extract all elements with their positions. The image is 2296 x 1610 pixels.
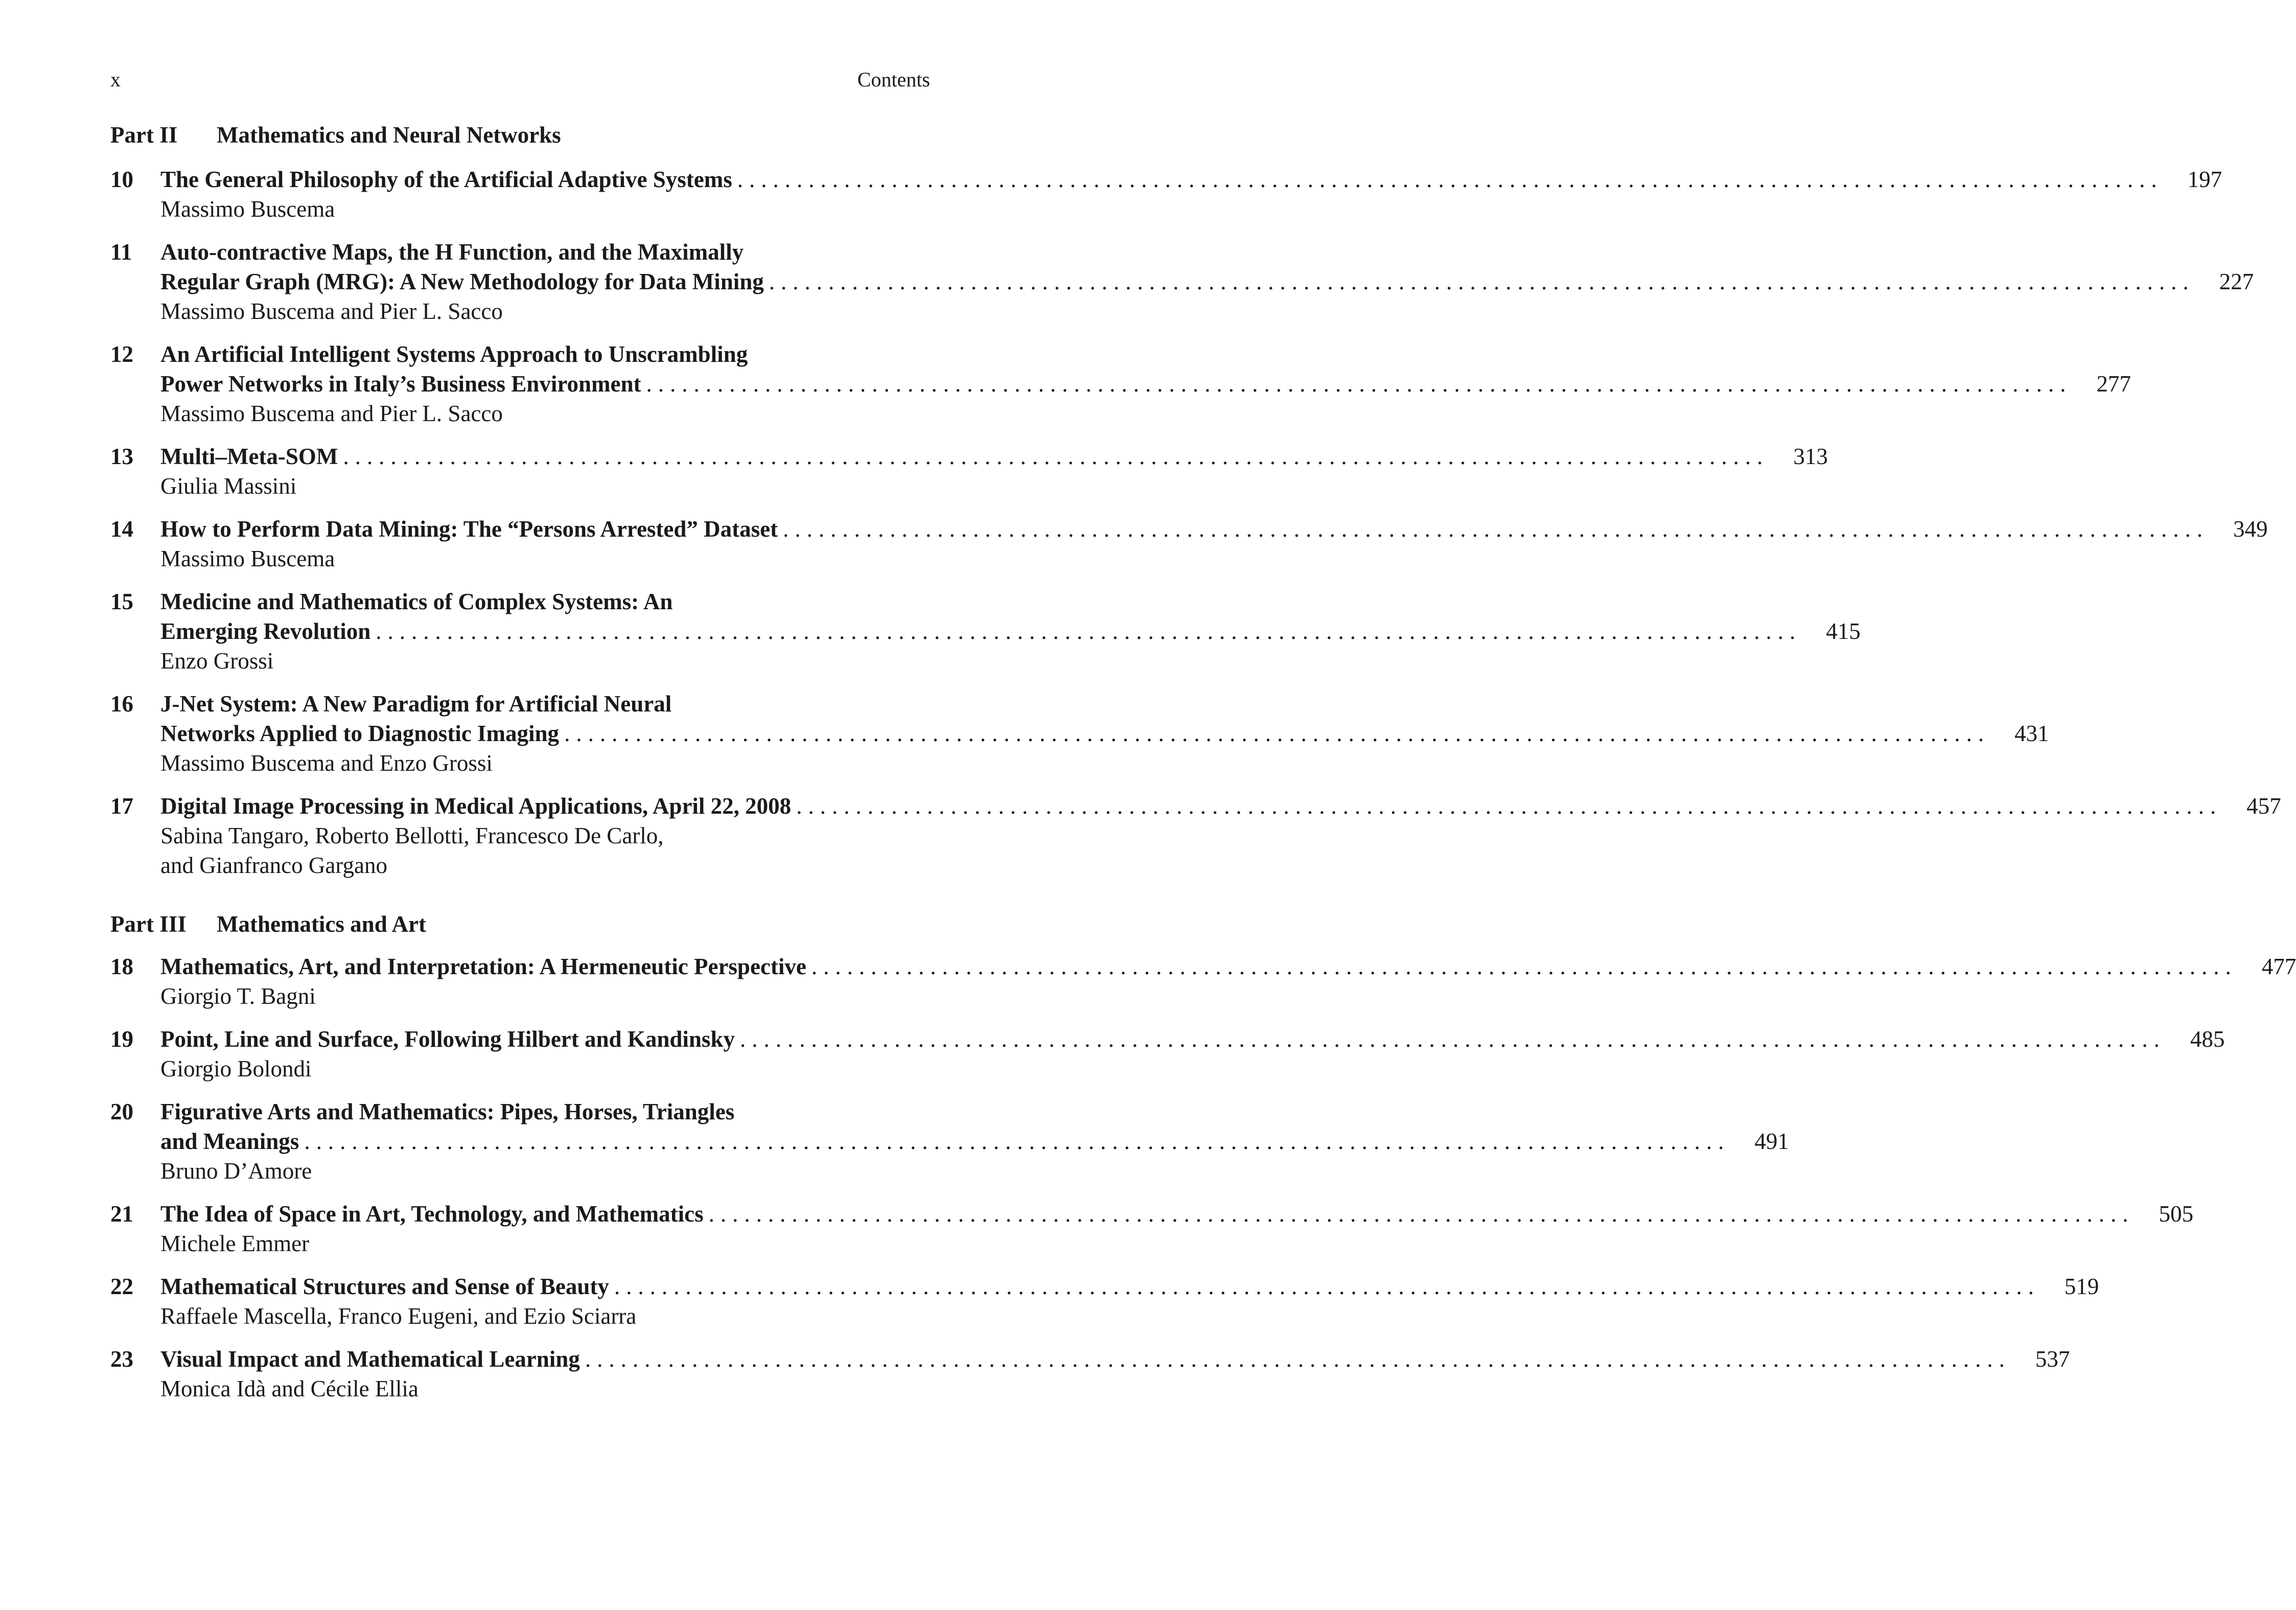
chapter-number: 20 — [110, 1099, 133, 1124]
part-title: Mathematics and Neural Networks — [217, 122, 561, 148]
dot-leader: ........................................................................................................................ — [811, 954, 2237, 979]
dot-leader: ........................................................................................................................ — [739, 1026, 2166, 1052]
chapter-page: 197 — [2187, 167, 2222, 192]
chapter-page: 519 — [2064, 1274, 2099, 1299]
page-number: x — [110, 68, 121, 91]
chapter-authors: and Gianfranco Gargano — [160, 853, 387, 878]
dot-leader: ........................................................................................................................ — [376, 618, 1802, 644]
chapter-authors: Massimo Buscema — [160, 546, 335, 571]
chapter-authors: Massimo Buscema and Pier L. Sacco — [160, 401, 503, 426]
chapter-title: Medicine and Mathematics of Complex Systems: An — [160, 589, 673, 614]
part-label: Part III — [110, 911, 187, 937]
chapter-page: 277 — [2096, 371, 2131, 397]
chapter-number: 10 — [110, 167, 133, 192]
toc-entry[interactable] — [110, 689, 2049, 778]
chapter-authors: Giorgio Bolondi — [160, 1056, 312, 1082]
part-label: Part II — [110, 122, 178, 148]
dot-leader: ........................................................................................................................ — [796, 793, 2222, 819]
chapter-page: 313 — [1793, 444, 1828, 469]
chapter-page: 477 — [2261, 954, 2296, 979]
chapter-page: 491 — [1754, 1129, 1789, 1154]
chapter-number: 21 — [110, 1201, 133, 1227]
toc-entry[interactable] — [110, 1199, 2194, 1258]
toc-entry[interactable] — [110, 1272, 2099, 1331]
toc-entry[interactable] — [110, 1097, 1789, 1186]
dot-leader: ........................................................................................................................ — [737, 167, 2163, 192]
chapter-title: Auto-contractive Maps, the H Function, and the Maximally — [160, 239, 744, 265]
chapter-authors: Michele Emmer — [160, 1231, 310, 1256]
chapter-number: 17 — [110, 793, 133, 819]
part-title: Mathematics and Art — [217, 911, 426, 937]
toc-entry[interactable] — [110, 237, 2254, 326]
dot-leader: ........................................................................................................................ — [708, 1201, 2135, 1227]
chapter-page: 537 — [2035, 1346, 2070, 1372]
chapter-authors: Massimo Buscema and Enzo Grossi — [160, 750, 493, 776]
running-head — [110, 65, 930, 94]
chapter-page: 415 — [1826, 618, 1861, 644]
toc-entry[interactable] — [110, 587, 1861, 676]
chapter-title: J-Net System: A New Paradigm for Artificial Neural — [160, 691, 672, 717]
dot-leader: ........................................................................................................................ — [646, 371, 2072, 397]
chapter-title: Power Networks in Italy’s Business Environment — [160, 371, 641, 397]
chapter-title: Digital Image Processing in Medical Applications, April 22, 2008 — [160, 793, 792, 819]
section-title: Contents — [857, 68, 930, 91]
chapter-number: 18 — [110, 954, 133, 979]
toc-entry[interactable] — [110, 514, 2268, 573]
dot-leader: ........................................................................................................................ — [614, 1274, 2040, 1299]
chapter-number: 23 — [110, 1346, 133, 1372]
chapter-title: How to Perform Data Mining: The “Persons Arrested” Dataset — [160, 516, 778, 542]
chapter-page: 349 — [2233, 516, 2268, 542]
chapter-title: Figurative Arts and Mathematics: Pipes, Horses, Triangles — [160, 1099, 735, 1124]
chapter-page: 457 — [2246, 793, 2281, 819]
chapter-page: 505 — [2159, 1201, 2194, 1227]
chapter-page: 485 — [2190, 1026, 2225, 1052]
chapter-title: The General Philosophy of the Artificial Adaptive Systems — [160, 167, 732, 192]
toc-entry[interactable] — [110, 952, 2296, 1011]
chapter-number: 13 — [110, 444, 133, 469]
dot-leader: ........................................................................................................................ — [304, 1129, 1730, 1154]
toc-entry[interactable] — [110, 1024, 2225, 1084]
dot-leader: ........................................................................................................................ — [564, 721, 1990, 746]
chapter-title: Multi–Meta-SOM — [160, 444, 338, 469]
chapter-number: 16 — [110, 691, 133, 717]
toc-entry[interactable] — [110, 339, 2131, 428]
dot-leader: ........................................................................................................................ — [343, 444, 1769, 469]
chapter-title: Visual Impact and Mathematical Learning — [160, 1346, 580, 1372]
toc-entry[interactable] — [110, 1344, 2070, 1404]
chapter-authors: Massimo Buscema — [160, 196, 335, 222]
chapter-authors: Raffaele Mascella, Franco Eugeni, and Ezio Sciarra — [160, 1303, 637, 1329]
dot-leader: ........................................................................................................................ — [783, 516, 2209, 542]
chapter-number: 12 — [110, 341, 133, 367]
chapter-title: Networks Applied to Diagnostic Imaging — [160, 721, 560, 746]
chapter-title: Mathematical Structures and Sense of Beauty — [160, 1274, 609, 1299]
chapter-number: 19 — [110, 1026, 133, 1052]
chapter-authors: Enzo Grossi — [160, 648, 274, 674]
chapter-title: The Idea of Space in Art, Technology, and Mathematics — [160, 1201, 704, 1227]
chapter-authors: Massimo Buscema and Pier L. Sacco — [160, 298, 503, 324]
toc-entry[interactable] — [110, 791, 2281, 880]
chapter-number: 15 — [110, 589, 133, 614]
chapter-authors: Bruno D’Amore — [160, 1158, 312, 1184]
chapter-page: 431 — [2014, 721, 2049, 746]
chapter-page: 227 — [2219, 269, 2254, 294]
chapter-title: Point, Line and Surface, Following Hilbert and Kandinsky — [160, 1026, 735, 1052]
chapter-title: Regular Graph (MRG): A New Methodology for Data Mining — [160, 269, 764, 294]
chapter-number: 14 — [110, 516, 133, 542]
toc-entry[interactable] — [110, 165, 2222, 224]
toc-entry[interactable] — [110, 442, 1828, 501]
chapter-authors: Giulia Massini — [160, 473, 297, 499]
chapter-authors: Monica Idà and Cécile Ellia — [160, 1376, 419, 1401]
chapter-authors: Sabina Tangaro, Roberto Bellotti, Francesco De Carlo, — [160, 823, 664, 848]
chapter-title: and Meanings — [160, 1129, 299, 1154]
chapter-title: Emerging Revolution — [160, 618, 371, 644]
chapter-title: An Artificial Intelligent Systems Approach to Unscrambling — [160, 341, 748, 367]
chapter-authors: Giorgio T. Bagni — [160, 983, 316, 1009]
chapter-title: Mathematics, Art, and Interpretation: A Hermeneutic Perspective — [160, 954, 806, 979]
chapter-number: 22 — [110, 1274, 133, 1299]
part-heading — [110, 908, 930, 940]
part-heading — [110, 119, 930, 151]
dot-leader: ........................................................................................................................ — [769, 269, 2195, 294]
chapter-number: 11 — [110, 239, 132, 265]
dot-leader: ........................................................................................................................ — [585, 1346, 2011, 1372]
